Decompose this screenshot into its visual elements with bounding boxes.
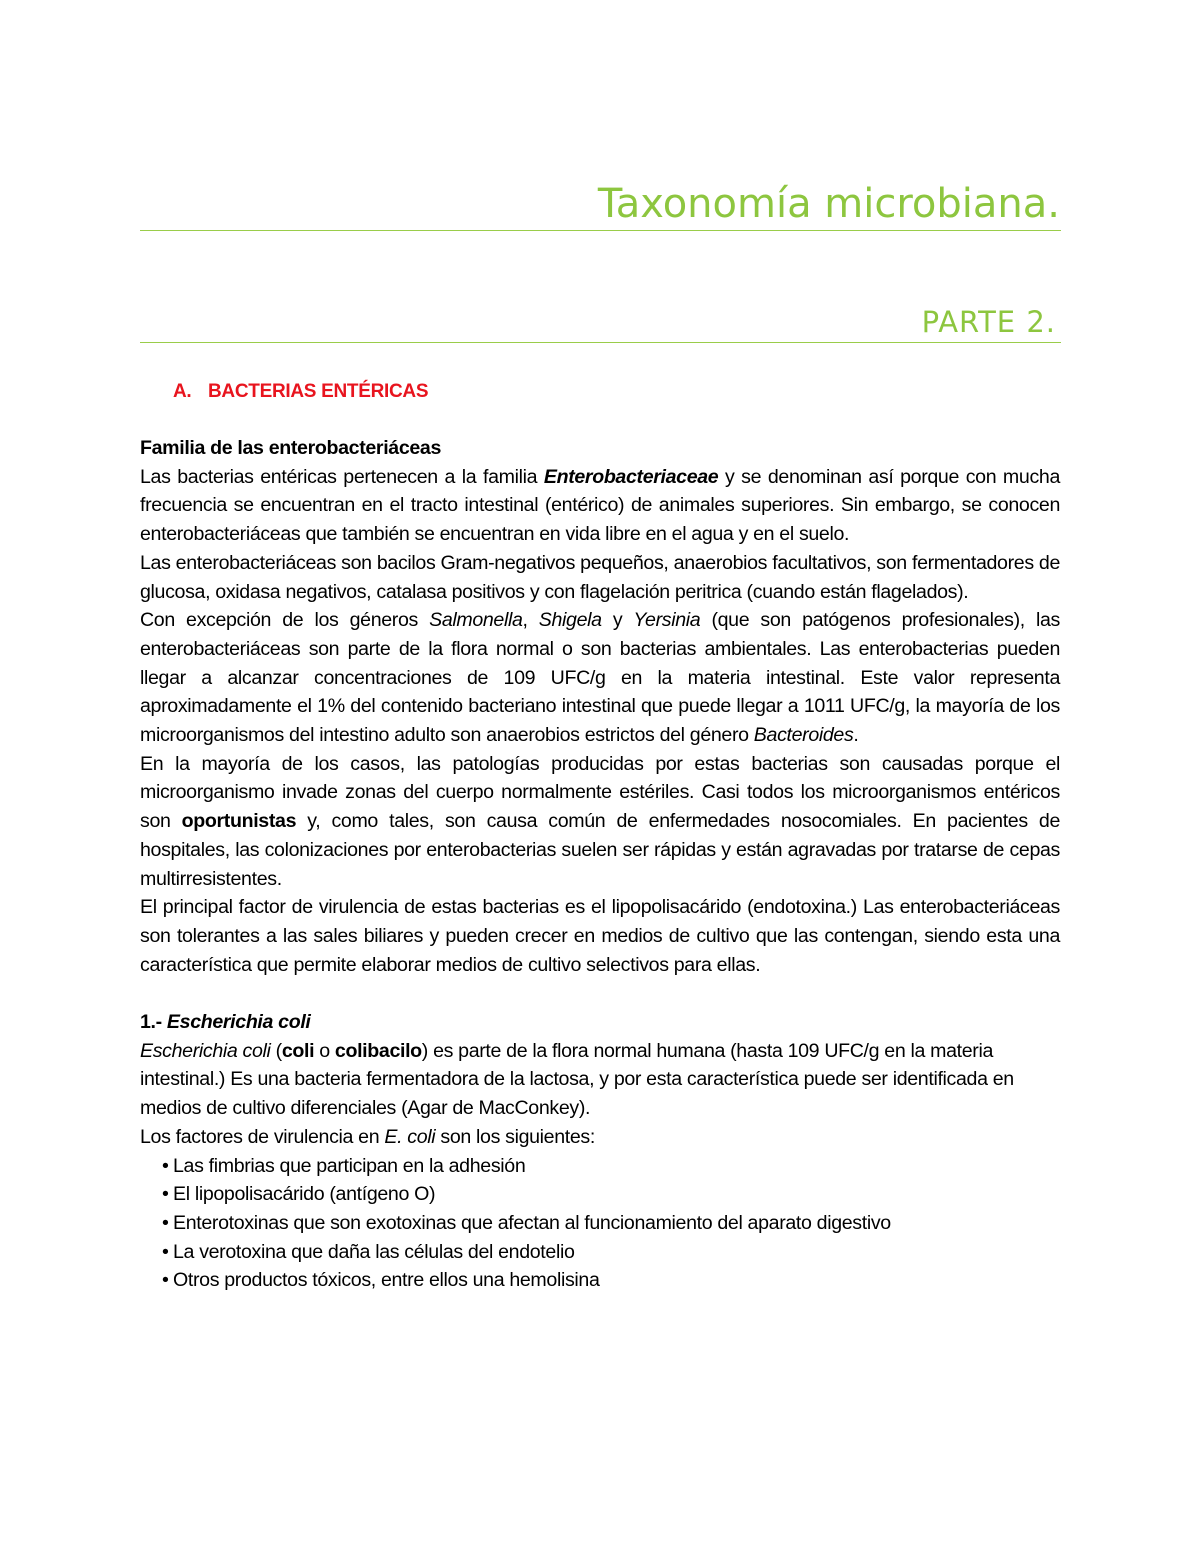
- family-subheading: Familia de las enterobacteriáceas: [140, 437, 442, 459]
- family-paragraph-2: Las enterobacteriáceas son bacilos Gram-negativos pequeños, anaerobios facultativos, son fermentadores de glucosa, oxidasa negativos, catalasa positivos y con flagelación peritrica (cuando están flagelados).: [140, 551, 1060, 603]
- document-title: Taxonomía microbiana.: [597, 181, 1060, 227]
- text-run: Los factores de virulencia en: [140, 1125, 385, 1148]
- text-run: son los siguientes:: [435, 1125, 595, 1148]
- part-divider: [140, 342, 1061, 343]
- part-title: PARTE 2.: [921, 305, 1056, 339]
- ecoli-paragraph-2: [140, 1123, 1060, 1152]
- ecoli-heading-name: Escherichia coli: [166, 1011, 311, 1034]
- text-run: o: [314, 1039, 335, 1062]
- ecoli-species-name: Escherichia coli: [140, 1039, 271, 1062]
- text-run: y, como tales, son causa común de enfermedades nosocomiales. En pacientes de hospitales, las colonizaciones por enterobacterias suelen ser rápidas y están agravadas por tratarse de cepas multirresistentes.: [140, 810, 1060, 890]
- text-run: y: [601, 609, 634, 632]
- ecoli-heading: [140, 1008, 1060, 1037]
- text-run: (: [270, 1039, 282, 1062]
- text-run: (que son patógenos profesionales), las enterobacteriáceas son parte de la flora normal o son bacterias ambientales. Las enterobacterias pueden llegar a alcanzar concentraciones de 109 UFC/g en la materia intestinal. Este valor representa aproximadamente el 1% del contenido bacteriano intestinal que puede llegar a 1011 UFC/g, la mayoría de los microorganismos del intestino adulto son anaerobios estrictos del género: [140, 609, 1060, 747]
- family-paragraph-3: [140, 606, 1060, 750]
- list-item: • Enterotoxinas que son exotoxinas que afectan al funcionamiento del aparato digestivo: [140, 1209, 1060, 1238]
- document-body: [140, 434, 1060, 1295]
- text-run: ) es parte de la flora normal humana (hasta 109 UFC/g en la materia intestinal.) Es una bacteria fermentadora de la lactosa, y por esta característica puede ser identificada en medios de cultivo diferenciales (Agar de MacConkey).: [140, 1039, 1014, 1120]
- text-run: Con excepción de los géneros: [140, 609, 430, 632]
- list-item: • Otros productos tóxicos, entre ellos una hemolisina: [140, 1266, 1060, 1295]
- text-run: .: [853, 724, 859, 747]
- ecoli-paragraph-1: [140, 1037, 1060, 1123]
- text-run: En la mayoría de los casos, las patologías producidas por estas bacterias son causadas porque el microorganismo invade zonas del cuerpo normalmente estériles. Casi todos los microorganismos entéricos son: [140, 752, 1060, 833]
- family-paragraph-4: [140, 750, 1060, 894]
- text-run: Las bacterias entéricas pertenecen a la familia: [140, 465, 544, 488]
- genus-shigela: Shigela: [538, 609, 602, 632]
- coli-emphasis: coli: [281, 1039, 315, 1062]
- genus-yersinia: Yersinia: [633, 609, 701, 632]
- virulence-factors-list: [140, 1152, 1060, 1296]
- genus-salmonella: Salmonella: [429, 609, 523, 632]
- paragraph-spacer: [140, 979, 1060, 1008]
- list-item: • Las fimbrias que participan en la adhesión: [140, 1152, 1060, 1181]
- text-run: ,: [522, 609, 539, 632]
- family-paragraph-5: El principal factor de virulencia de estas bacterias es el lipopolisacárido (endotoxina.) Las enterobacteriáceas son tolerantes a las sales biliares y pueden crecer en medios de cultivo que las contengan, siendo esta una característica que permite elaborar medios de cultivo selectivos para ellas.: [140, 896, 1060, 976]
- oportunistas-emphasis: oportunistas: [181, 810, 297, 833]
- colibacilo-emphasis: colibacilo: [334, 1039, 422, 1062]
- list-item: • El lipopolisacárido (antígeno O): [140, 1180, 1060, 1209]
- list-item: • La verotoxina que daña las células del endotelio: [140, 1238, 1060, 1267]
- section-a-title: BACTERIAS ENTÉRICAS: [208, 381, 429, 402]
- title-divider: [140, 230, 1061, 231]
- family-name-emphasis: Enterobacteriaceae: [543, 465, 719, 488]
- family-paragraph-1: [140, 463, 1060, 549]
- ecoli-heading-number: 1.-: [140, 1011, 167, 1034]
- section-a-marker: A.: [173, 381, 192, 402]
- genus-bacteroides: Bacteroides: [753, 724, 854, 747]
- ecoli-abbrev: E. coli: [384, 1125, 436, 1148]
- text-run: y se denominan así porque con mucha frecuencia se encuentran en el tracto intestinal (entérico) de animales superiores. Sin embargo, se conocen enterobacteriáceas que también se encuentran en vida libre en el agua y en el suelo.: [140, 465, 1060, 546]
- section-a-heading: [173, 378, 428, 406]
